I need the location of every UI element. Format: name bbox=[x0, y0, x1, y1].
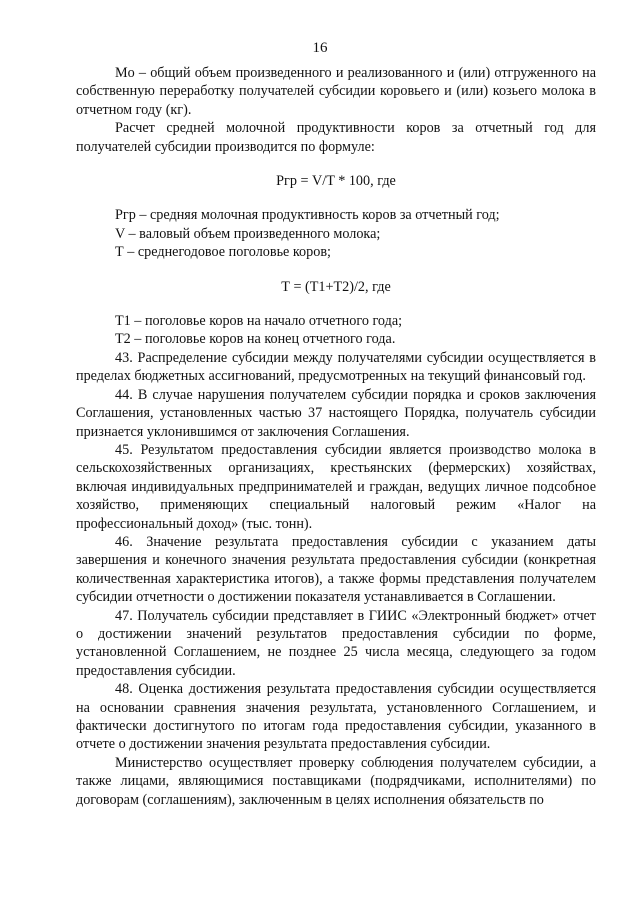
clause-46: 46. Значение результата предоставления субсидии с указанием даты завершения и конечного значения результата предоставления субсидии (конкретная количественная характеристика итогов), а также формы представления получателем субсидии отчетности о достижении показателя устанавливается в Соглашении. bbox=[76, 533, 596, 606]
page-number: 16 bbox=[312, 40, 328, 56]
paragraph-ministry-check: Министерство осуществляет проверку соблюдения получателем субсидии, а также лицами, являющимися поставщиками (подрядчиками, исполнителями) по договорам (соглашениям), заключенным в целях исполнения обязательств по bbox=[76, 754, 596, 808]
definition-t: Т – среднегодовое поголовье коров; bbox=[115, 244, 331, 261]
definition-t1: Т1 – поголовье коров на начало отчетного года; bbox=[115, 313, 403, 330]
clause-48: 48. Оценка достижения результата предоставления субсидии осуществляется на основании сравнения значения результата, установленного Соглашением, и фактически достигнутого по итогам года предоставления субсидии, указанного в отчете о достижении значения результата предоставления субсидии. bbox=[76, 681, 596, 753]
definition-v: V – валовый объем произведенного молока; bbox=[115, 225, 381, 242]
paragraph-mo-definition: Mo – общий объем произведенного и реализованного и (или) отгруженного на собственную переработку получателей субсидии коровьего и (или) козьего молока в отчетном году (кг). bbox=[76, 65, 596, 118]
formula-average-herd: Т = (Т1+Т2)/2, где bbox=[281, 278, 391, 295]
definition-prg: Ргр – средняя молочная продуктивность коров за отчетный год; bbox=[115, 207, 500, 224]
clause-47: 47. Получатель субсидии представляет в ГИИС «Электронный бюджет» отчет о достижении значений результатов предоставления субсидии по форме, установленной Соглашением, не позднее 25 числа месяца, следующего за годом предоставления субсидии. bbox=[76, 607, 596, 679]
document-body bbox=[76, 64, 596, 809]
clause-44: 44. В случае нарушения получателем субсидии порядка и сроков заключения Соглашения, установленных частью 37 настоящего Порядка, получатель субсидии признается уклонившимся от заключения Соглашения. bbox=[76, 386, 596, 440]
clause-43: 43. Распределение субсидии между получателями субсидии осуществляется в пределах бюджетных ассигнований, предусмотренных на текущий финансовый год. bbox=[76, 349, 596, 385]
clause-45: 45. Результатом предоставления субсидии является производство молока в сельскохозяйственных организациях, крестьянских (фермерских) хозяйствах, включая индивидуальных предпринимателей и граждан, ведущих личное подсобное хозяйство, применяющих специальный налоговый режим «Налог на профессиональный доход» (тыс. тонн). bbox=[76, 441, 596, 532]
definition-t2: Т2 – поголовье коров на конец отчетного года. bbox=[115, 331, 396, 348]
paragraph-formula-intro: Расчет средней молочной продуктивности коров за отчетный год для получателей субсидии производится по формуле: bbox=[76, 120, 596, 155]
formula-productivity: Ргр = V/T * 100, где bbox=[276, 173, 396, 190]
